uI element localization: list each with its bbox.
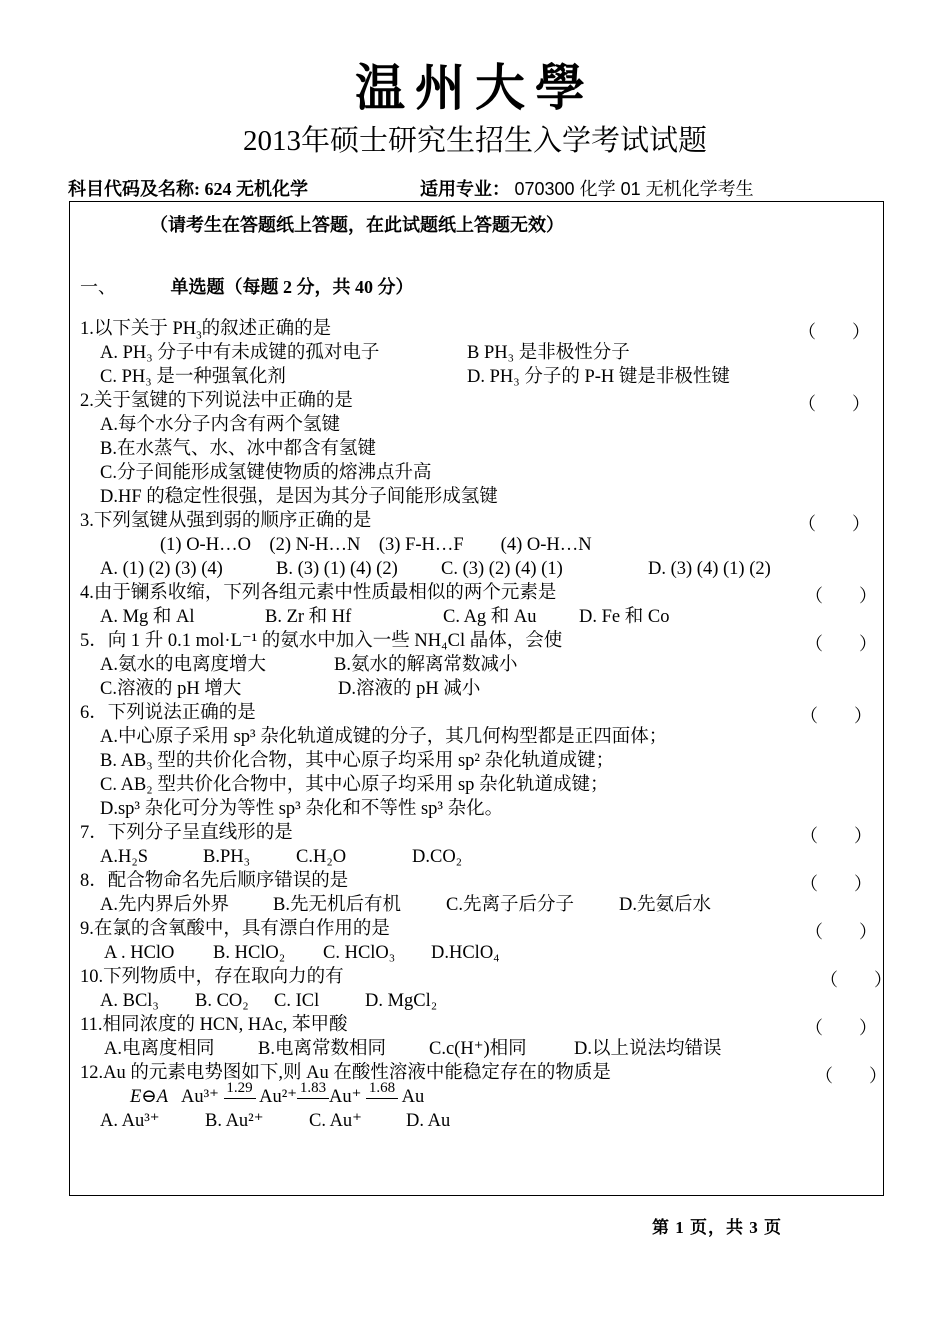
section-number: 一、 xyxy=(80,277,116,297)
q3-option-b: B. (3) (1) (4) (2) xyxy=(276,559,398,579)
q3-items: (1) O-H…O (2) N-H…N (3) F-H…F (4) O-H…N xyxy=(160,535,592,555)
q6-option-a: A.中心原子采用 sp³ 杂化轨道成键的分子，其几何构型都是正四面体； xyxy=(100,727,668,747)
q11-option-b: B.电离常数相同 xyxy=(258,1039,386,1059)
q5-option-a: A.氨水的电离度增大 xyxy=(100,655,266,675)
q1-option-b: B PH₃ 是非极性分子 xyxy=(467,343,630,363)
q1-option-c: C. PH₃ 是一种强氧化剂 xyxy=(100,367,286,387)
q3-answer-paren: （ ） xyxy=(798,514,870,534)
species-au: Au xyxy=(401,1087,425,1107)
q1-answer-paren: （ ） xyxy=(798,322,870,342)
q3-stem: 3.下列氢键从强到弱的顺序正确的是 xyxy=(80,511,372,531)
subject-value: 624 无机化学 xyxy=(204,179,308,199)
subject-line xyxy=(68,175,308,201)
q10-option-b: B. CO₂ xyxy=(195,991,249,1011)
q9-option-a: A . HClO xyxy=(104,943,175,963)
q11-option-c: C.c(H⁺)相同 xyxy=(429,1039,527,1059)
major-label: 适用专业： xyxy=(420,179,510,199)
q4-stem: 4.由于镧系收缩，下列各组元素中性质最相似的两个元素是 xyxy=(80,583,557,603)
q2-stem: 2.关于氢键的下列说法中正确的是 xyxy=(80,391,353,411)
q9-option-b: B. HClO₂ xyxy=(213,943,286,963)
q11-option-a: A.电离度相同 xyxy=(104,1039,215,1059)
university-logo: 温州大學 xyxy=(355,58,595,117)
q8-option-c: C.先离子后分子 xyxy=(446,895,574,915)
q9-option-c: C. HClO₃ xyxy=(323,943,396,963)
q3-option-a: A. (1) (2) (3) (4) xyxy=(100,559,223,579)
q1-stem: 1.以下关于 $PH_3$的叙述正确的是 xyxy=(80,319,332,342)
q5-option-d: D.溶液的 pH 减小 xyxy=(338,679,481,699)
q7-option-c: C.H₂O xyxy=(296,847,347,867)
q6-option-c: C. AB₂ 型共价化合物中，其中心原子均采用 sp 杂化轨道成键； xyxy=(100,775,609,795)
q12-option-b: B. Au²⁺ xyxy=(205,1111,264,1131)
q5-option-c: C.溶液的 pH 增大 xyxy=(100,679,242,699)
section-heading xyxy=(80,273,414,299)
potential-diagram xyxy=(130,1079,425,1109)
q11-stem: 11.相同浓度的 HCN, HAc, 苯甲酸 xyxy=(80,1015,348,1035)
q8-option-d: D.先氨后水 xyxy=(619,895,711,915)
q9-answer-paren: （ ） xyxy=(805,922,877,942)
q6-option-d: D.sp³ 杂化可分为等性 sp³ 杂化和不等性 sp³ 杂化。 xyxy=(100,799,504,819)
q2-option-c: C.分子间能形成氢键使物质的熔沸点升高 xyxy=(100,463,432,483)
major-line xyxy=(420,175,754,201)
q12-stem: 12.Au 的元素电势图如下,则 Au 在酸性溶液中能稳定存在的物质是 xyxy=(80,1063,611,1083)
potential-2: 1.83 xyxy=(297,1088,329,1108)
section-title: 单选题（每题 2 分，共 40 分） xyxy=(170,277,414,297)
q4-answer-paren: （ ） xyxy=(805,586,877,606)
q7-answer-paren: （ ） xyxy=(800,826,872,846)
q6-stem: 6．下列说法正确的是 xyxy=(80,703,256,723)
q1-option-d: D. PH₃ 分子的 P-H 键是非极性键 xyxy=(467,367,730,387)
q3-option-c: C. (3) (2) (4) (1) xyxy=(441,559,563,579)
potential-1: 1.29 xyxy=(224,1088,256,1108)
q5-option-b: B.氨水的解离常数减小 xyxy=(334,655,518,675)
exam-title: 2013年硕士研究生招生入学考试试题 xyxy=(242,125,707,157)
subject-label: 科目代码及名称: xyxy=(68,179,200,199)
q1-option-a: A. PH₃ 分子中有未成键的孤对电子 xyxy=(100,343,380,363)
species-au3: Au³⁺ xyxy=(180,1087,219,1107)
q8-stem: 8．配合物命名先后顺序错误的是 xyxy=(80,871,349,891)
q11-option-d: D.以上说法均错误 xyxy=(574,1039,722,1059)
q9-stem: 9.在氯的含氧酸中，具有漂白作用的是 xyxy=(80,919,390,939)
q12-option-a: A. Au³⁺ xyxy=(100,1111,160,1131)
q2-option-d: D.HF 的稳定性很强，是因为其分子间能形成氢键 xyxy=(100,487,498,507)
q12-option-d: D. Au xyxy=(406,1111,451,1131)
q4-option-d: D. Fe 和 Co xyxy=(579,607,670,627)
q4-option-a: A. Mg 和 Al xyxy=(100,607,195,627)
q7-option-a: A.H₂S xyxy=(100,847,149,867)
species-au2: Au²⁺ xyxy=(259,1087,298,1107)
q3-option-d: D. (3) (4) (1) (2) xyxy=(648,559,771,579)
q2-option-a: A.每个水分子内含有两个氢键 xyxy=(100,415,340,435)
notice: （请考生在答题纸上答题，在此试题纸上答题无效） xyxy=(150,215,564,235)
q7-option-b: B.PH₃ xyxy=(203,847,251,867)
q10-option-d: D. MgCl₂ xyxy=(365,991,438,1011)
q10-option-a: A. BCl₃ xyxy=(100,991,159,1011)
q2-option-b: B.在水蒸气、水、冰中都含有氢键 xyxy=(100,439,376,459)
q4-option-b: B. Zr 和 Hf xyxy=(265,607,352,627)
q6-option-b: B. AB₃ 型的共价化合物，其中心原子均采用 sp² 杂化轨道成键； xyxy=(100,751,615,771)
q4-option-c: C. Ag 和 Au xyxy=(443,607,537,627)
q8-option-a: A.先内界后外界 xyxy=(100,895,229,915)
species-au1: Au⁺ xyxy=(329,1087,362,1107)
major-value: 070300 化学 01 无机化学考生 xyxy=(514,179,754,199)
q8-answer-paren: （ ） xyxy=(800,874,872,894)
q7-option-d: D.CO₂ xyxy=(412,847,463,867)
q10-stem: 10.下列物质中，存在取向力的有 xyxy=(80,967,344,987)
q7-stem: 7．下列分子呈直线形的是 xyxy=(80,823,293,843)
q12-answer-paren: （ ） xyxy=(815,1066,887,1086)
potential-3: 1.68 xyxy=(366,1088,398,1108)
diagram-label: E⊖A xyxy=(130,1087,169,1107)
q5-stem: 5．向 1 升 0.1 mol·L⁻¹ 的氨水中加入一些 NH₄Cl 晶体，会使 xyxy=(80,631,563,651)
q5-answer-paren: （ ） xyxy=(805,634,877,654)
q10-option-c: C. ICl xyxy=(274,991,320,1011)
q10-answer-paren: （ ） xyxy=(820,970,892,990)
page-number: 第 1 页，共 3 页 xyxy=(652,1218,782,1237)
q8-option-b: B.先无机后有机 xyxy=(273,895,401,915)
q11-answer-paren: （ ） xyxy=(805,1018,877,1038)
q6-answer-paren: （ ） xyxy=(800,706,872,726)
q12-option-c: C. Au⁺ xyxy=(309,1111,362,1131)
q2-answer-paren: （ ） xyxy=(798,394,870,414)
q9-option-d: D.HClO₄ xyxy=(431,943,500,963)
